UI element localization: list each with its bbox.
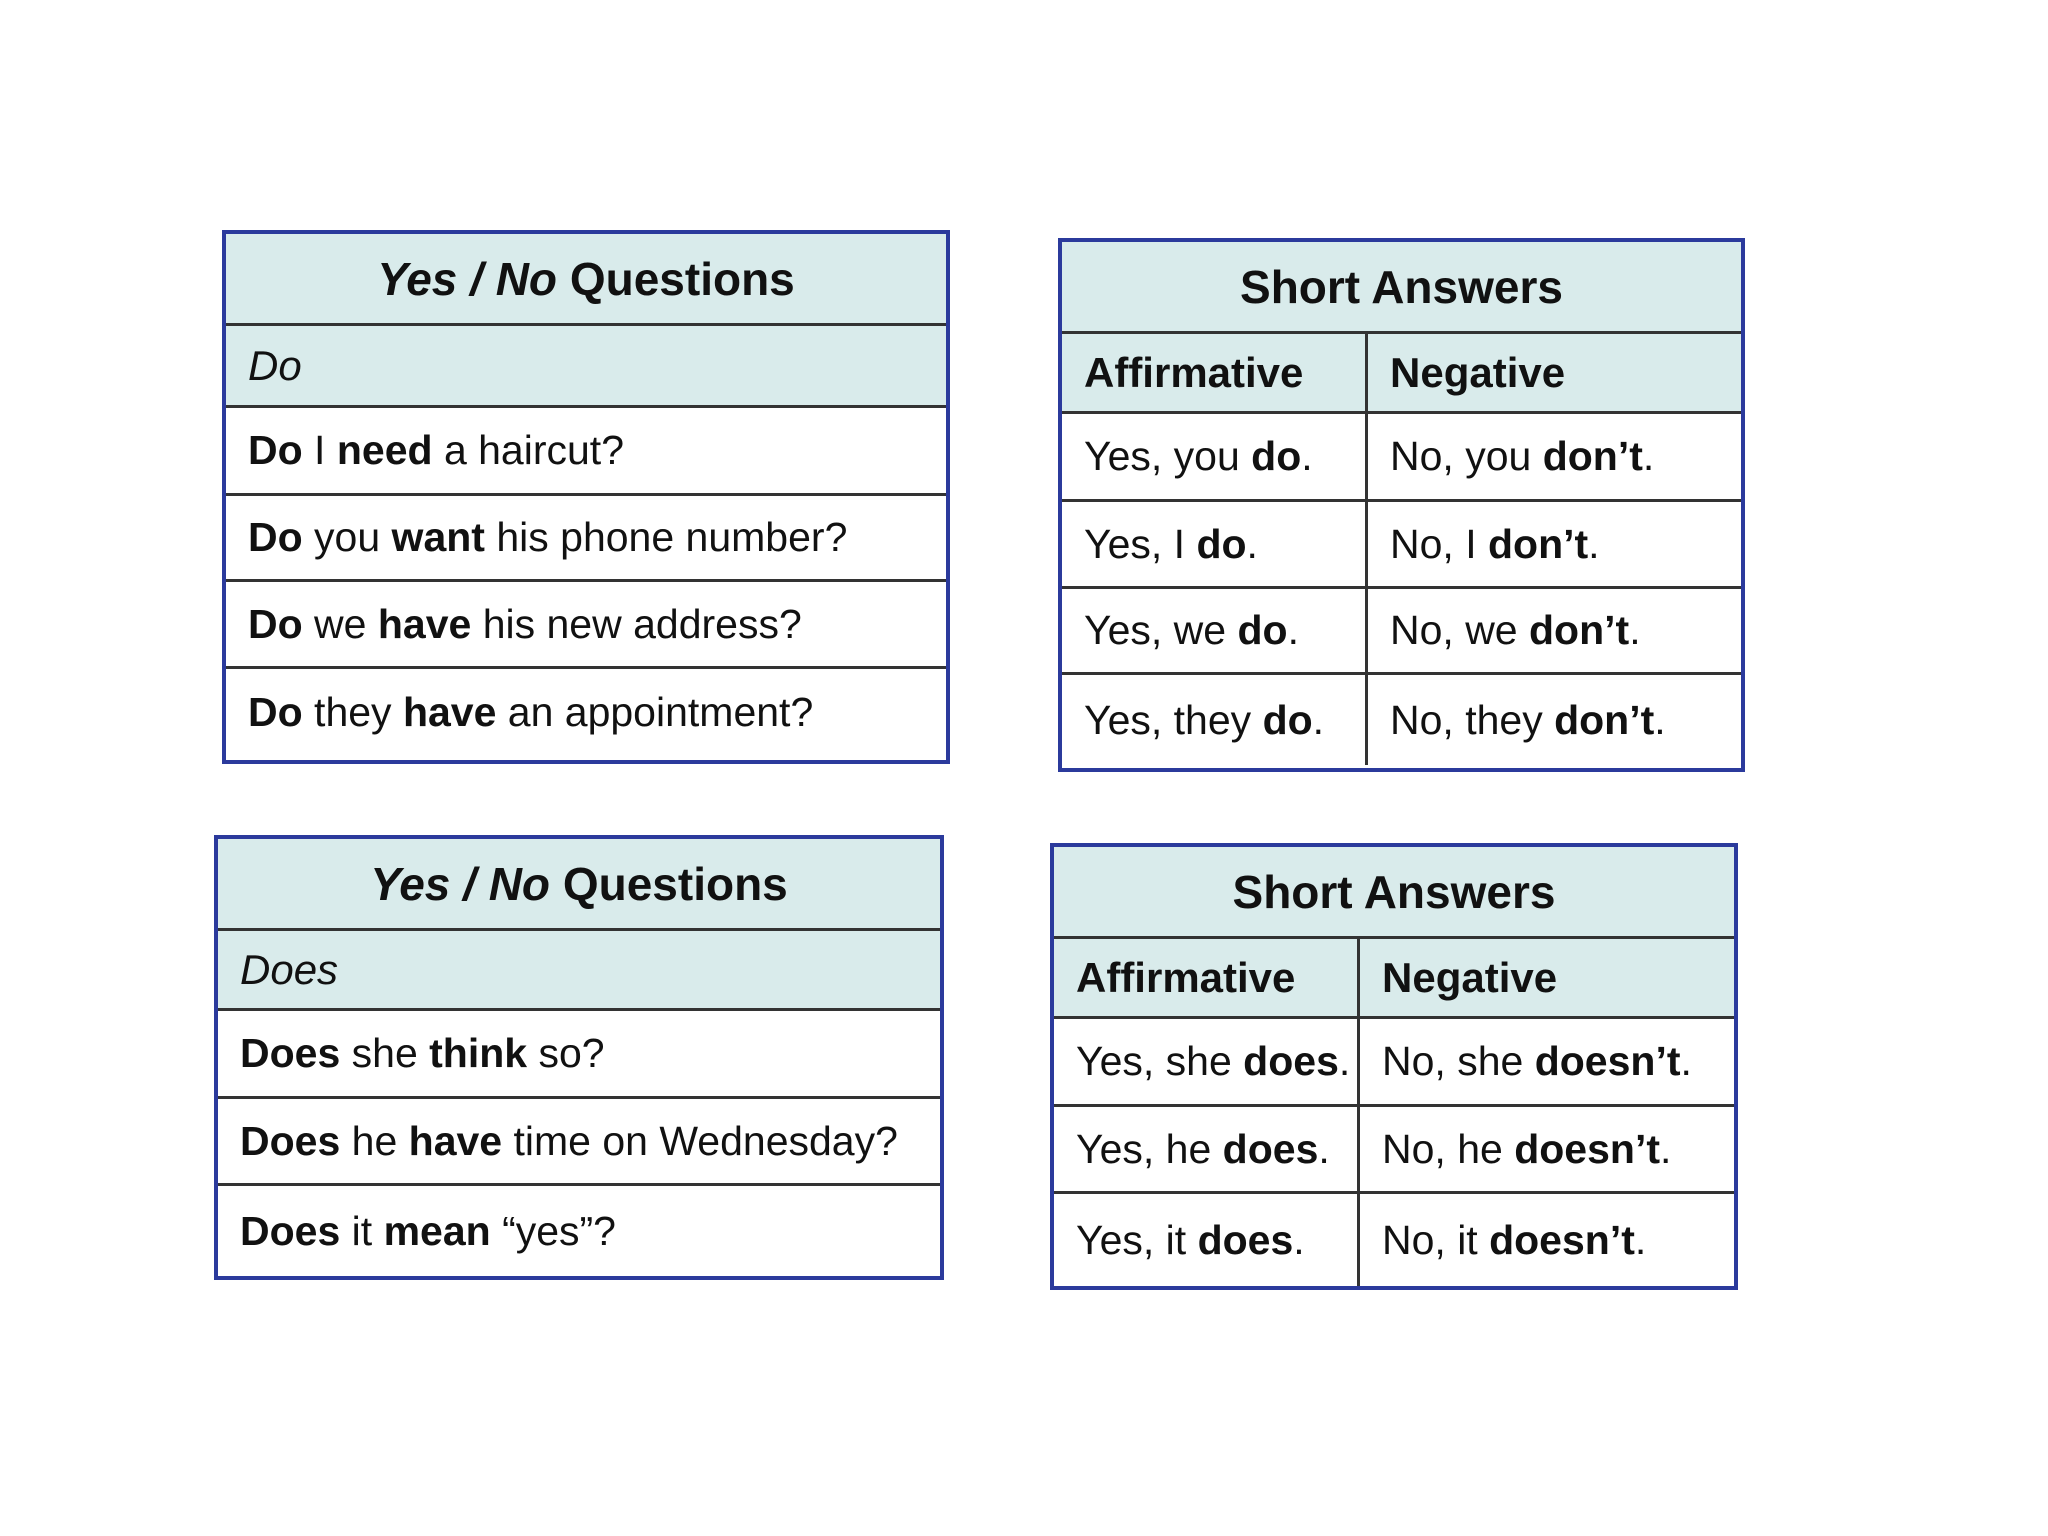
answer-period: . <box>1654 696 1666 743</box>
answer-period: . <box>1318 1125 1330 1172</box>
question-aux: Do <box>248 427 303 473</box>
answer-text: No, we <box>1390 607 1529 653</box>
answer-period: . <box>1312 696 1325 743</box>
title-rest: Questions <box>557 252 795 305</box>
negative-answer <box>1368 675 1741 765</box>
negative-header: Negative <box>1390 348 1566 396</box>
answer-aux: don’t <box>1542 433 1643 479</box>
question-row <box>218 1099 940 1186</box>
answer-period: . <box>1634 1216 1647 1263</box>
answer-text: No, they <box>1390 696 1555 743</box>
negative-answer <box>1368 589 1741 672</box>
answer-text: No, you <box>1390 433 1543 479</box>
answer-aux: don’t <box>1487 520 1589 567</box>
answer-text: No, it <box>1382 1216 1490 1263</box>
answer-aux: does <box>1243 1038 1339 1084</box>
question-aux: Do <box>248 514 303 560</box>
affirmative-answer <box>1054 1194 1360 1286</box>
table-title: Short Answers <box>1054 847 1734 939</box>
answer-aux: do <box>1262 696 1313 743</box>
table-title: Short Answers <box>1062 242 1741 334</box>
negative-answer <box>1360 1019 1734 1104</box>
title-italic: Yes / No <box>377 252 558 305</box>
answer-row <box>1062 414 1741 502</box>
question-rest: a haircut? <box>432 427 624 473</box>
answer-text: Yes, she <box>1076 1038 1244 1084</box>
affirmative-answer <box>1062 414 1368 499</box>
does-short-answers-table <box>1050 843 1738 1290</box>
does-questions-table <box>214 835 944 1280</box>
answer-aux: don’t <box>1529 607 1630 653</box>
table-title <box>218 839 940 931</box>
question-row <box>218 1011 940 1099</box>
question-verb: mean <box>383 1207 491 1254</box>
answer-row <box>1054 1194 1734 1286</box>
question-rest: his new address? <box>471 600 802 647</box>
answer-period: . <box>1293 1216 1305 1263</box>
answer-period: . <box>1338 1038 1351 1084</box>
question-rest: an appointment? <box>496 689 814 735</box>
question-verb: have <box>377 600 472 647</box>
question-row <box>226 669 946 756</box>
answer-period: . <box>1246 520 1258 567</box>
question-subject: I <box>302 427 337 473</box>
question-subject: we <box>302 600 378 647</box>
question-subject: she <box>340 1030 430 1076</box>
question-aux: Does <box>240 1030 341 1076</box>
negative-answer <box>1368 414 1741 499</box>
answer-row <box>1054 1019 1734 1107</box>
answer-text: Yes, I <box>1084 520 1197 567</box>
question-row <box>226 408 946 496</box>
question-row <box>226 496 946 582</box>
column-header-row <box>1062 334 1741 414</box>
question-aux: Does <box>240 1207 341 1254</box>
question-rest: so? <box>527 1030 605 1076</box>
question-aux: Do <box>248 600 303 647</box>
answer-row <box>1054 1107 1734 1194</box>
answer-text: No, she <box>1382 1038 1535 1084</box>
table-subheader: Do <box>226 326 946 408</box>
answer-text: Yes, they <box>1084 696 1263 743</box>
answer-aux: doesn’t <box>1514 1125 1660 1172</box>
question-subject: he <box>340 1117 409 1164</box>
question-subject: they <box>302 689 403 735</box>
question-rest: time on Wednesday? <box>502 1117 898 1164</box>
answer-period: . <box>1588 520 1600 567</box>
negative-answer <box>1368 502 1741 586</box>
answer-text: No, I <box>1390 520 1488 567</box>
affirmative-header: Affirmative <box>1062 334 1368 411</box>
question-row <box>218 1186 940 1276</box>
affirmative-answer <box>1062 502 1368 586</box>
affirmative-answer <box>1062 589 1368 672</box>
question-verb: need <box>336 427 433 473</box>
question-row <box>226 582 946 669</box>
affirmative-answer <box>1062 675 1368 765</box>
answer-text: Yes, he <box>1076 1125 1223 1172</box>
question-aux: Do <box>248 689 303 735</box>
question-verb: want <box>391 514 485 560</box>
answer-aux: don’t <box>1554 696 1655 743</box>
title-italic: Yes / No <box>370 857 551 910</box>
do-questions-table <box>222 230 950 764</box>
column-header-row <box>1054 939 1734 1019</box>
answer-text: Yes, you <box>1084 433 1252 479</box>
answer-period: . <box>1642 433 1655 479</box>
negative-header: Negative <box>1382 953 1558 1001</box>
answer-aux: does <box>1197 1216 1294 1263</box>
question-aux: Does <box>240 1117 341 1164</box>
answer-row <box>1062 502 1741 589</box>
answer-aux: do <box>1251 433 1302 479</box>
affirmative-header: Affirmative <box>1054 939 1360 1016</box>
table-title <box>226 234 946 326</box>
answer-aux: do <box>1237 607 1288 653</box>
answer-aux: does <box>1222 1125 1319 1172</box>
negative-answer <box>1360 1107 1734 1191</box>
answer-aux: doesn’t <box>1489 1216 1635 1263</box>
question-subject: you <box>302 514 392 560</box>
answer-text: Yes, it <box>1076 1216 1198 1263</box>
title-rest: Questions <box>550 857 788 910</box>
question-subject: it <box>340 1207 384 1254</box>
question-rest: his phone number? <box>484 514 848 560</box>
answer-period: . <box>1287 607 1299 653</box>
question-verb: have <box>408 1117 503 1164</box>
do-short-answers-table <box>1058 238 1745 772</box>
answer-period: . <box>1680 1038 1692 1084</box>
question-verb: have <box>402 689 497 735</box>
answer-aux: doesn’t <box>1534 1038 1681 1084</box>
answer-row <box>1062 675 1741 765</box>
question-rest: “yes”? <box>490 1207 616 1254</box>
answer-text: No, he <box>1382 1125 1515 1172</box>
answer-period: . <box>1660 1125 1672 1172</box>
answer-period: . <box>1301 433 1313 479</box>
table-subheader: Does <box>218 931 940 1011</box>
answer-period: . <box>1629 607 1641 653</box>
affirmative-answer <box>1054 1019 1360 1104</box>
negative-answer <box>1360 1194 1734 1286</box>
answer-text: Yes, we <box>1084 607 1238 653</box>
affirmative-answer <box>1054 1107 1360 1191</box>
answer-aux: do <box>1196 520 1247 567</box>
question-verb: think <box>429 1030 528 1076</box>
answer-row <box>1062 589 1741 675</box>
